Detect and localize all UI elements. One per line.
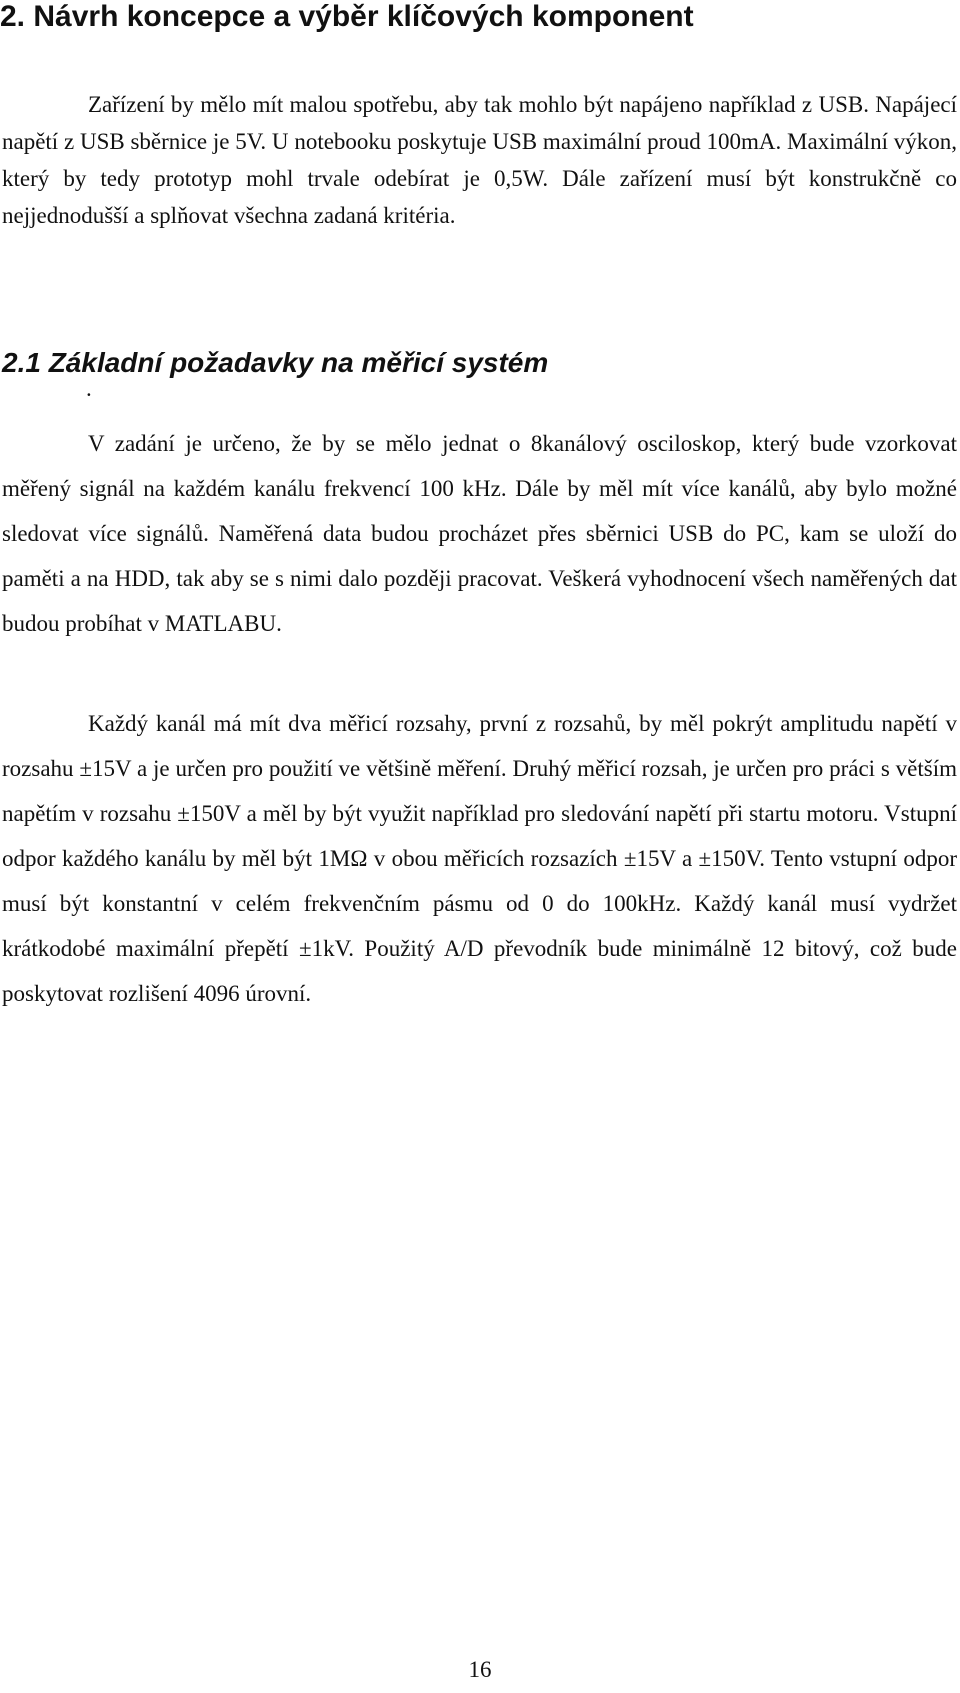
stray-dot: . bbox=[86, 376, 92, 401]
requirements-paragraph: V zadání je určeno, že by se mělo jednat o 8kanálový osciloskop, který bude vzorkovat měřený signál na každém kanálu frekvencí 100 kHz. Dále by měl mít více kanálů, aby bylo možné sledovat více signálů. Naměřená data budou procházet přes sběrnici USB do PC, kam se uloží do paměti a na HDD, tak aby se s nimi dalo později pracovat. Veškerá vyhodnocení všech naměřených dat budou probíhat v MATLABU. bbox=[2, 431, 957, 636]
page-number: 16 bbox=[468, 1657, 492, 1682]
section-heading: 2.1 Základní požadavky na měřicí systém bbox=[2, 347, 549, 378]
intro-paragraph: Zařízení by mělo mít malou spotřebu, aby tak mohlo být napájeno například z USB. Napájecí napětí z USB sběrnice je 5V. U notebooku poskytuje USB maximální proud 100mA. Maximální výkon, který by tedy prototyp mohl trvale odebírat je 0,5W. Dále zařízení musí být konstrukčně co nejjednodušší a splňovat všechna zadaná kritéria. bbox=[2, 92, 957, 228]
ranges-paragraph: Každý kanál má mít dva měřicí rozsahy, první z rozsahů, by měl pokrýt amplitudu napětí v rozsahu ±15V a je určen pro použití ve většině měření. Druhý měřicí rozsah, je určen pro práci s větším napětím v rozsahu ±150V a měl by být využit například pro sledování napětí při startu motoru. Vstupní odpor každého kanálu by měl být 1MΩ v obou měřicích rozsazích ±15V a ±150V. Tento vstupní odpor musí být konstantní v celém frekvenčním pásmu od 0 do 100kHz. Každý kanál musí vydržet krátkodobé maximální přepětí ±1kV. Použitý A/D převodník bude minimálně 12 bitový, což bude poskytovat rozlišení 4096 úrovní. bbox=[2, 711, 957, 1006]
chapter-heading: 2. Návrh koncepce a výběr klíčových komponent bbox=[0, 0, 694, 33]
